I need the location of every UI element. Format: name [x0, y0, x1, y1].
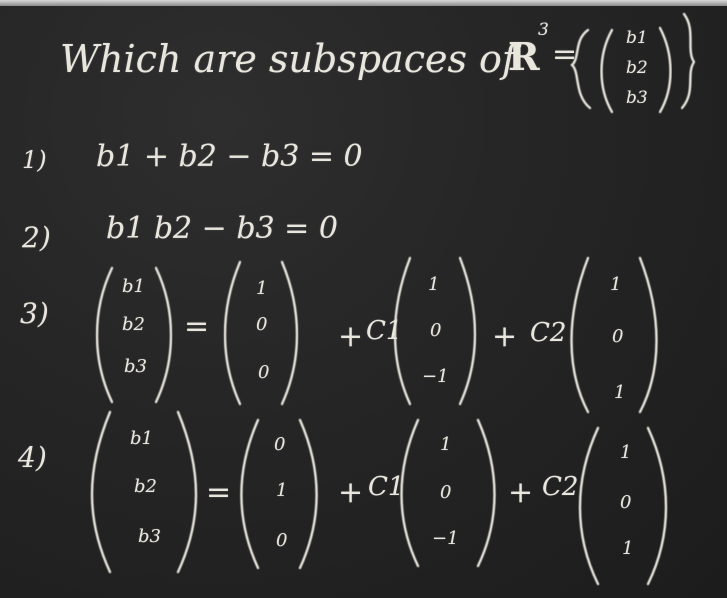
- title-component-b2: b2: [626, 58, 648, 78]
- p4-lhs-b2: b2: [134, 476, 157, 497]
- p3-lhs-right-paren: [156, 268, 171, 402]
- p3-plus-2: +: [492, 319, 518, 354]
- p4-v0-2: 1: [276, 480, 288, 501]
- p3-v1-1: 1: [428, 274, 440, 295]
- problem-3-label: 3): [20, 297, 49, 330]
- problem-2-equation: b1 b2 − b3 = 0: [106, 211, 338, 246]
- p4-v1-1: 1: [440, 434, 452, 455]
- p3-v2-right-paren: [640, 258, 657, 412]
- p4-v1-right-paren: [478, 420, 495, 566]
- p4-lhs-right-paren: [178, 412, 196, 572]
- title-space-power: 3: [538, 20, 549, 40]
- p4-c1: C1: [368, 472, 405, 502]
- p4-v0-1: 0: [274, 434, 286, 455]
- p3-v0-1: 1: [256, 278, 268, 299]
- p4-v0-3: 0: [276, 530, 288, 551]
- title-component-b3: b3: [626, 88, 648, 108]
- p4-v2-2: 0: [620, 492, 632, 513]
- p4-v2-left-paren: [580, 428, 598, 584]
- title-space-symbol: R: [508, 34, 540, 79]
- p3-c2: C2: [530, 318, 567, 348]
- p4-lhs-b3: b3: [138, 526, 161, 547]
- p4-equals: =: [206, 475, 232, 510]
- p4-v0-left-paren: [242, 420, 259, 568]
- problem-4-label: 4): [18, 441, 47, 474]
- p3-v2-2: 0: [612, 326, 624, 347]
- p3-c1: C1: [366, 316, 403, 346]
- problem-2-label: 2): [22, 221, 51, 254]
- p3-lhs-left-paren: [97, 268, 112, 402]
- title-right-brace: [682, 14, 694, 108]
- title-component-b1: b1: [626, 28, 648, 48]
- p4-plus-2: +: [508, 475, 534, 510]
- p3-plus-1: +: [338, 319, 364, 354]
- p3-v0-3: 0: [258, 362, 270, 383]
- title-left-paren: [602, 30, 613, 112]
- p4-c2: C2: [542, 472, 579, 502]
- p3-lhs-b1: b1: [122, 276, 145, 297]
- p4-v2-3: 1: [622, 538, 634, 559]
- p3-v2-left-paren: [572, 258, 589, 412]
- p3-v1-right-paren: [460, 258, 475, 404]
- problem-1-equation: b1 + b2 − b3 = 0: [96, 139, 363, 174]
- p4-lhs-b1: b1: [130, 428, 153, 449]
- p3-equals: =: [184, 309, 210, 344]
- p4-plus-1: +: [338, 475, 364, 510]
- p3-v2-3: 1: [614, 382, 626, 403]
- p3-lhs-b3: b3: [124, 356, 147, 377]
- p3-lhs-b2: b2: [122, 314, 145, 335]
- p4-v1-2: 0: [440, 482, 452, 503]
- p4-v2-right-paren: [648, 428, 666, 584]
- title-text: Which are subspaces of: [60, 37, 516, 81]
- p3-v2-1: 1: [610, 274, 622, 295]
- p4-v0-right-paren: [300, 420, 317, 568]
- p4-lhs-left-paren: [92, 412, 110, 572]
- title-equals: =: [552, 37, 578, 72]
- p3-v0-2: 0: [256, 314, 268, 335]
- title-right-paren: [660, 28, 671, 112]
- p3-v0-right-paren: [282, 262, 297, 404]
- p3-v1-3: −1: [422, 366, 449, 387]
- p3-v0-left-paren: [225, 262, 240, 404]
- p4-v2-1: 1: [620, 442, 632, 463]
- problem-1-label: 1): [22, 146, 47, 174]
- p3-v1-2: 0: [430, 320, 442, 341]
- p4-v1-3: −1: [432, 528, 459, 549]
